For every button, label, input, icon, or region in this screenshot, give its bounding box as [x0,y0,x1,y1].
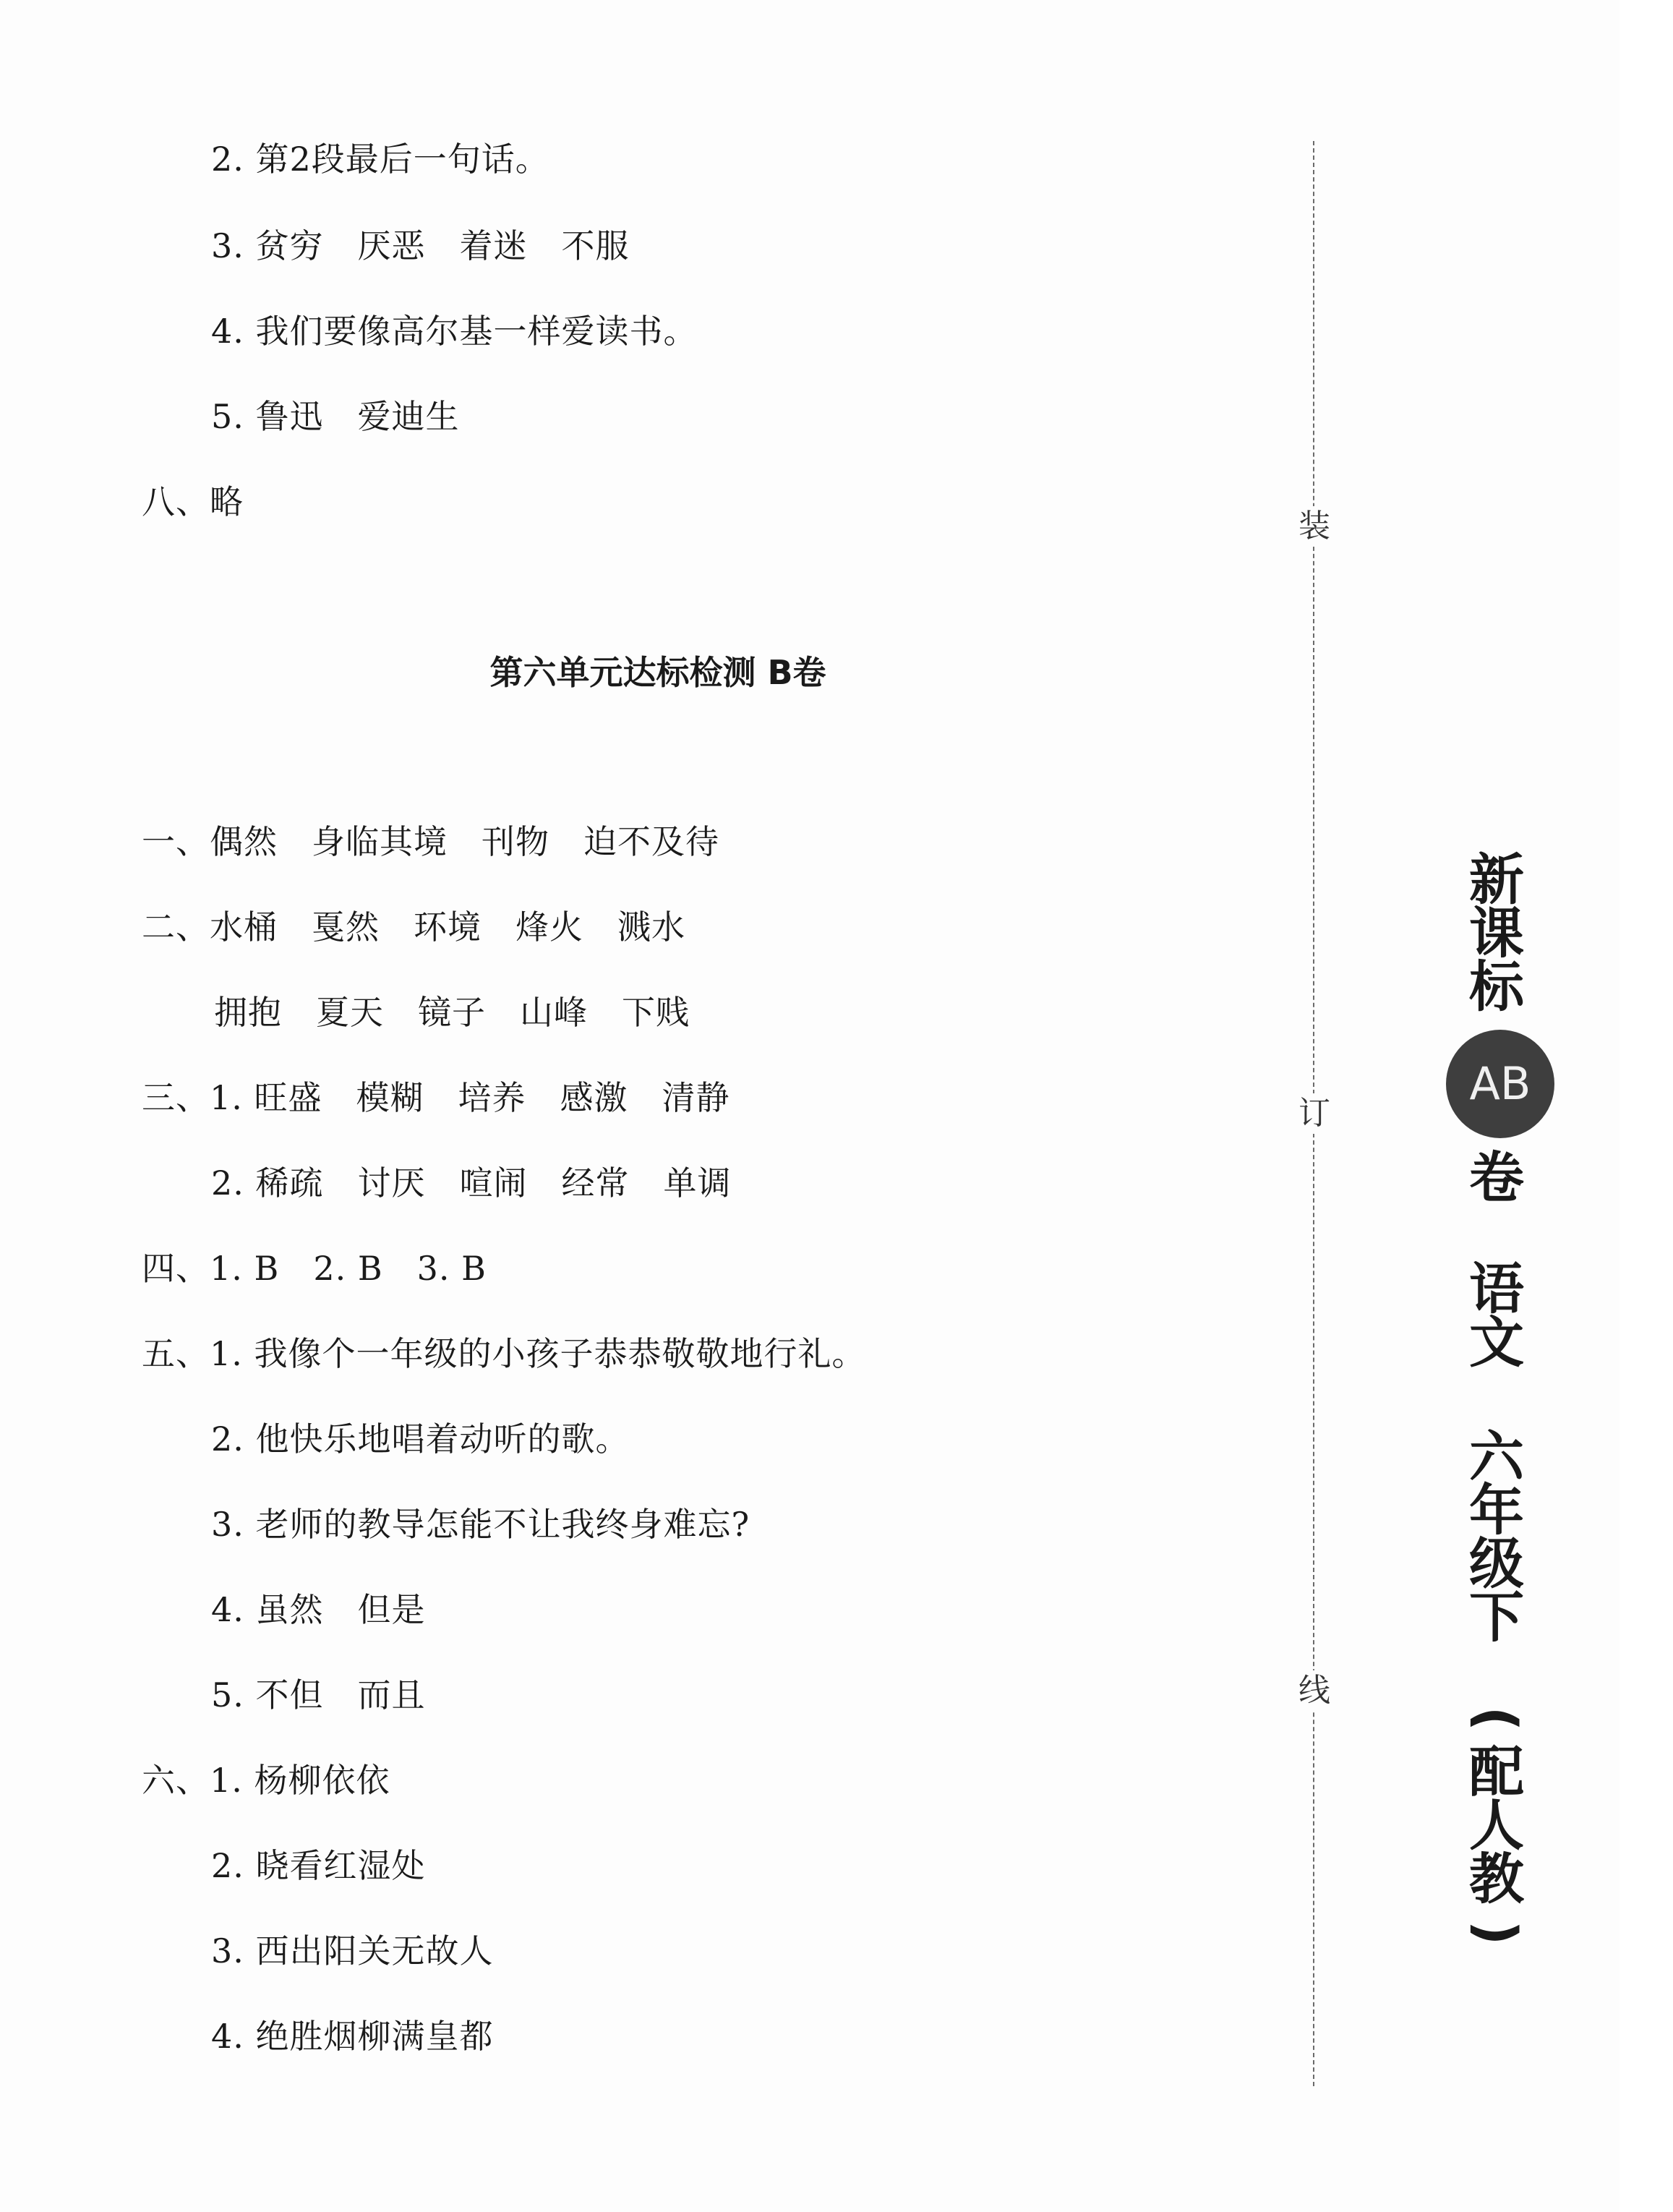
answer-line: 4. 绝胜烟柳满皇都 [211,2017,494,2056]
answer-line: 5. 鲁迅 爱迪生 [211,397,460,436]
spine-char: 年 [1469,1478,1524,1542]
spine-series-name [1460,847,1533,1019]
spine-char: 新 [1469,847,1524,912]
spine-char: 文 [1469,1310,1524,1375]
spine-subject [1460,1257,1533,1375]
answer-line: 五、1. 我像个一年级的小孩子恭恭敬敬地行礼。 [142,1334,866,1373]
spine-char: 配 [1469,1740,1524,1804]
answer-line: 一、偶然 身临其境 刊物 迫不及待 [142,822,719,861]
page-edge [1619,0,1673,2212]
spine-char: 语 [1469,1257,1524,1321]
spine-juan [1460,1145,1533,1210]
answer-line: 八、略 [142,482,244,521]
spine-char: 六 [1469,1425,1524,1489]
answer-line: 4. 虽然 但是 [211,1590,426,1629]
spine-char: ) [1465,1920,1529,1946]
section-title: 第六单元达标检测 B卷 [489,653,826,692]
answer-line: 2. 稀疏 讨厌 喧闹 经常 单调 [211,1163,732,1203]
binding-label-xian: 线 [1294,1670,1335,1711]
answer-line: 拥抱 夏天 镜子 山峰 下贱 [214,993,690,1032]
ab-badge: AB [1446,1030,1554,1138]
answer-line: 5. 不但 而且 [211,1675,426,1714]
answer-line: 4. 我们要像高尔基一样爱读书。 [211,312,698,351]
spine-char: 级 [1469,1532,1524,1596]
answer-line: 四、1. B 2. B 3. B [142,1249,487,1288]
answer-line: 2. 他快乐地唱着动听的歌。 [211,1419,630,1459]
answer-line: 二、水桶 戛然 环境 烽火 溅水 [142,908,685,947]
spine-char: 人 [1469,1793,1524,1858]
spine-char: ( [1465,1706,1529,1732]
spine-char: 卷 [1469,1145,1524,1210]
spine-grade [1460,1425,1533,1649]
binding-label-zhuang: 装 [1294,506,1335,547]
answer-line: 3. 贫穷 厌恶 着迷 不服 [211,226,630,265]
binding-label-ding: 订 [1294,1093,1335,1134]
spine-char: 下 [1469,1585,1524,1649]
spine-char: 课 [1469,901,1524,965]
answer-line: 2. 晓看红湿处 [211,1846,426,1885]
answer-line: 3. 老师的教导怎能不让我终身难忘? [211,1505,750,1544]
spine-edition [1460,1692,1533,1960]
answer-line: 2. 第2段最后一句话。 [211,140,549,179]
spine-char: 教 [1469,1847,1524,1911]
answer-line: 六、1. 杨柳依依 [142,1761,390,1800]
spine-char: 标 [1469,955,1524,1019]
answer-line: 三、1. 旺盛 模糊 培养 感激 清静 [142,1078,730,1117]
answer-line: 3. 西出阳关无故人 [211,1931,494,1970]
